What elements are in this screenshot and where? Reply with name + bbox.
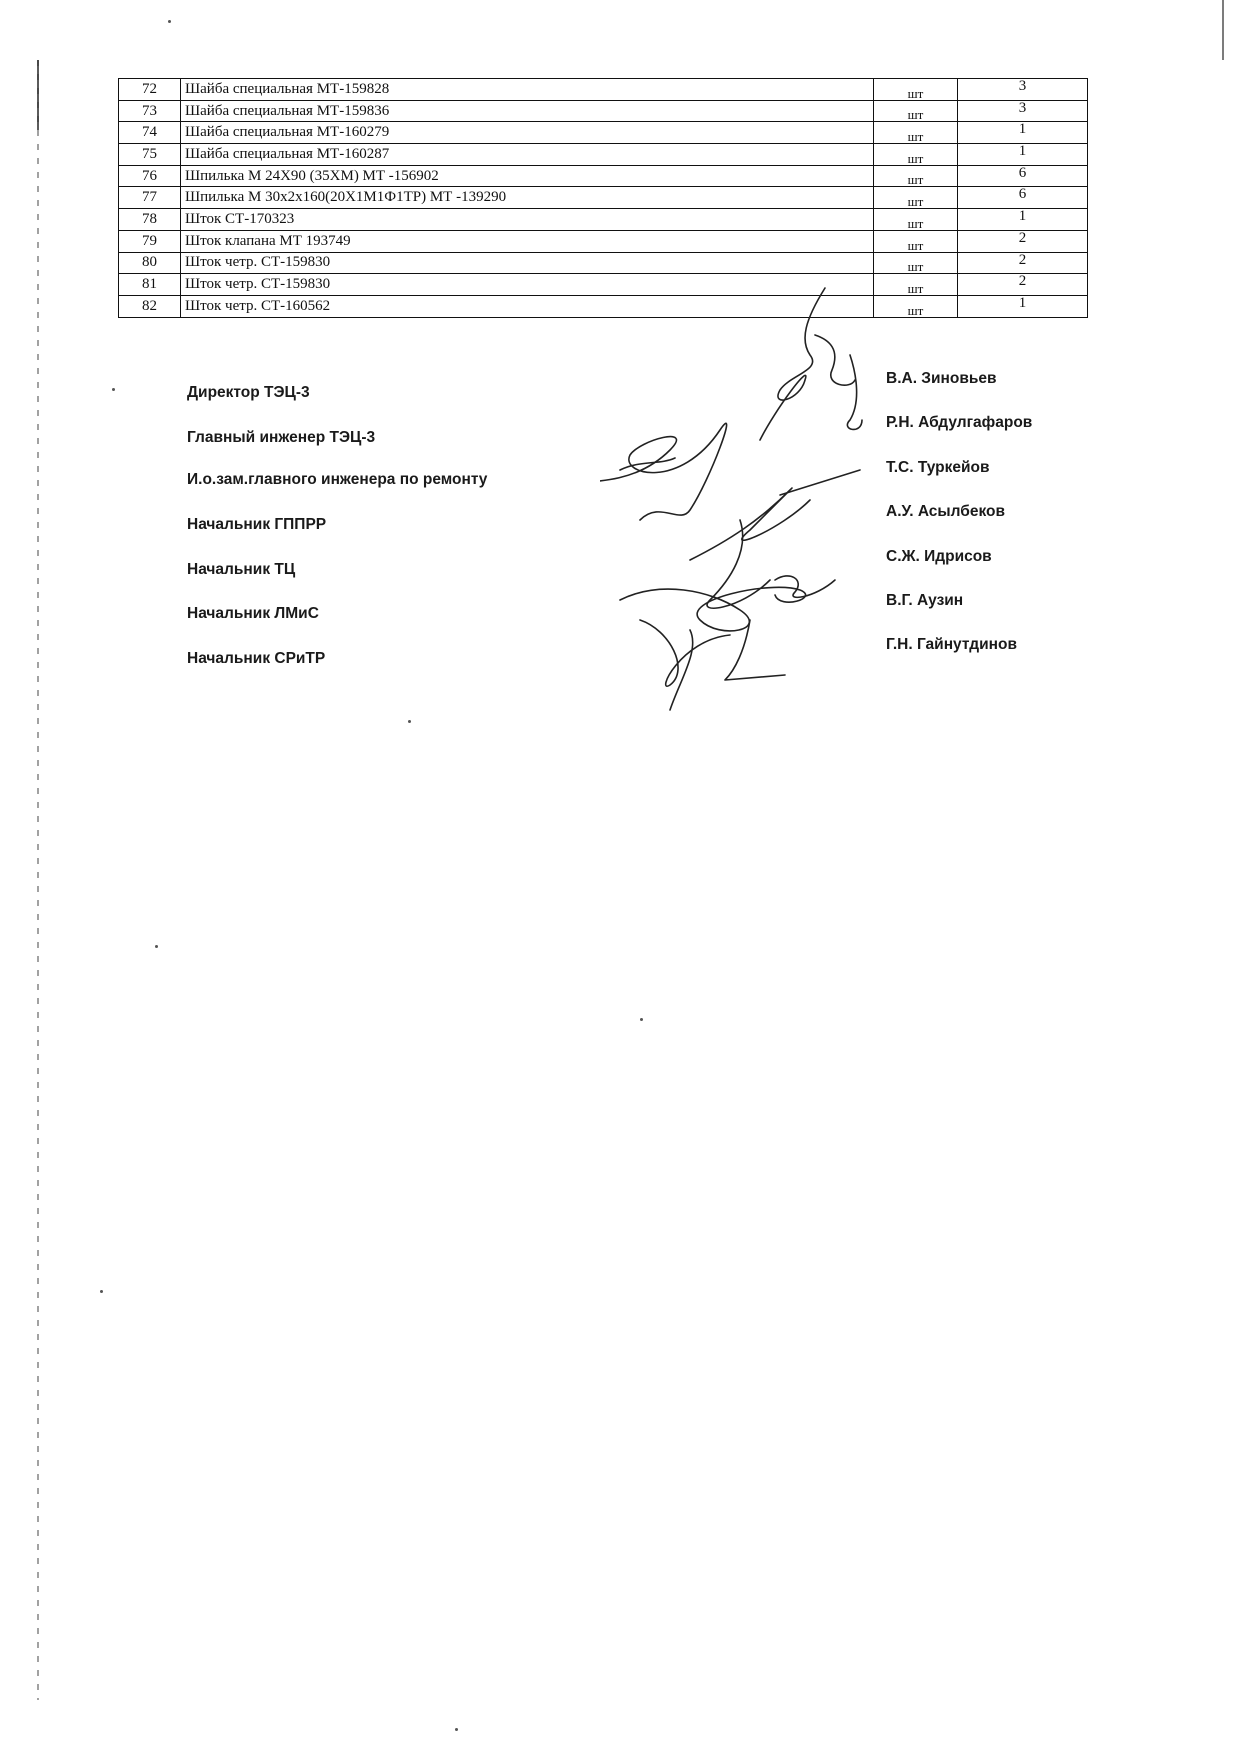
signatory-name: Г.Н. Гайнутдинов bbox=[886, 636, 1017, 653]
signatory-position: Начальник ГППРР bbox=[187, 516, 327, 533]
scan-speck bbox=[408, 720, 411, 723]
row-number-cell: 75 bbox=[119, 144, 181, 166]
signatory-position: Начальник ЛМиС bbox=[187, 605, 319, 622]
signature-stroke bbox=[640, 620, 730, 686]
unit-cell: шт bbox=[874, 209, 958, 231]
quantity-cell: 2 bbox=[958, 274, 1088, 296]
signatory-position: Начальник СРиТР bbox=[187, 650, 326, 667]
row-number-cell: 74 bbox=[119, 122, 181, 144]
quantity-cell: 1 bbox=[958, 209, 1088, 231]
item-name-cell: Шайба специальная МТ-159828 bbox=[181, 79, 874, 101]
unit-cell: шт bbox=[874, 165, 958, 187]
item-name-cell: Шайба специальная МТ-159836 bbox=[181, 100, 874, 122]
row-number-cell: 77 bbox=[119, 187, 181, 209]
signature-stroke bbox=[847, 355, 862, 429]
quantity-cell: 1 bbox=[958, 122, 1088, 144]
item-name-cell: Шпилька М 24Х90 (35ХМ) МТ -156902 bbox=[181, 165, 874, 187]
signatory-name: В.А. Зиновьев bbox=[886, 370, 997, 387]
quantity-cell: 1 bbox=[958, 144, 1088, 166]
unit-cell: шт bbox=[874, 252, 958, 274]
row-number-cell: 78 bbox=[119, 209, 181, 231]
row-number-cell: 79 bbox=[119, 230, 181, 252]
signature-stroke bbox=[670, 630, 693, 710]
unit-cell: шт bbox=[874, 79, 958, 101]
unit-cell: шт bbox=[874, 230, 958, 252]
signatory-name: С.Ж. Идрисов bbox=[886, 548, 992, 565]
signatory-name: А.У. Асылбеков bbox=[886, 503, 1006, 520]
signatory-position: И.о.зам.главного инженера по ремонту bbox=[187, 471, 488, 488]
item-name-cell: Шпилька М 30х2х160(20Х1М1Ф1ТР) МТ -139290 bbox=[181, 187, 874, 209]
signature-stroke bbox=[760, 288, 825, 440]
unit-cell: шт bbox=[874, 295, 958, 317]
quantity-cell: 6 bbox=[958, 187, 1088, 209]
signatory-name: Т.С. Туркейов bbox=[886, 459, 990, 476]
unit-cell: шт bbox=[874, 122, 958, 144]
signatory-position: Начальник ТЦ bbox=[187, 561, 296, 578]
row-number-cell: 80 bbox=[119, 252, 181, 274]
row-number-cell: 73 bbox=[119, 100, 181, 122]
item-name-cell: Шток четр. СТ-159830 bbox=[181, 274, 874, 296]
signature-stroke bbox=[620, 587, 806, 631]
row-number-cell: 76 bbox=[119, 165, 181, 187]
signature-stroke bbox=[815, 335, 855, 385]
quantity-cell: 2 bbox=[958, 230, 1088, 252]
signature-stroke bbox=[725, 620, 785, 680]
signature-stroke bbox=[780, 470, 860, 495]
handwritten-signatures bbox=[600, 280, 900, 720]
scan-speck bbox=[455, 1728, 458, 1731]
unit-cell: шт bbox=[874, 274, 958, 296]
scan-speck bbox=[100, 1290, 103, 1293]
quantity-cell: 1 bbox=[958, 295, 1088, 317]
item-name-cell: Шток четр. СТ-159830 bbox=[181, 252, 874, 274]
unit-cell: шт bbox=[874, 144, 958, 166]
item-name-cell: Шайба специальная МТ-160287 bbox=[181, 144, 874, 166]
quantity-cell: 6 bbox=[958, 165, 1088, 187]
item-name-cell: Шток СТ-170323 bbox=[181, 209, 874, 231]
quantity-cell: 3 bbox=[958, 100, 1088, 122]
item-name-cell: Шток клапана МТ 193749 bbox=[181, 230, 874, 252]
signature-stroke bbox=[690, 488, 810, 560]
row-number-cell: 81 bbox=[119, 274, 181, 296]
quantity-cell: 3 bbox=[958, 79, 1088, 101]
row-number-cell: 82 bbox=[119, 295, 181, 317]
scan-speck bbox=[112, 388, 115, 391]
scan-speck bbox=[640, 1018, 643, 1021]
item-name-cell: Шток четр. СТ-160562 bbox=[181, 295, 874, 317]
signatory-position: Директор ТЭЦ-3 bbox=[187, 384, 310, 401]
scan-speck bbox=[168, 20, 171, 23]
signatory-name: Р.Н. Абдулгафаров bbox=[886, 414, 1033, 431]
row-number-cell: 72 bbox=[119, 79, 181, 101]
unit-cell: шт bbox=[874, 187, 958, 209]
scan-speck bbox=[155, 945, 158, 948]
signatory-position: Главный инженер ТЭЦ-3 bbox=[187, 429, 376, 446]
item-name-cell: Шайба специальная МТ-160279 bbox=[181, 122, 874, 144]
signature-stroke bbox=[600, 423, 727, 520]
unit-cell: шт bbox=[874, 100, 958, 122]
signatory-name: В.Г. Аузин bbox=[886, 592, 964, 609]
quantity-cell: 2 bbox=[958, 252, 1088, 274]
